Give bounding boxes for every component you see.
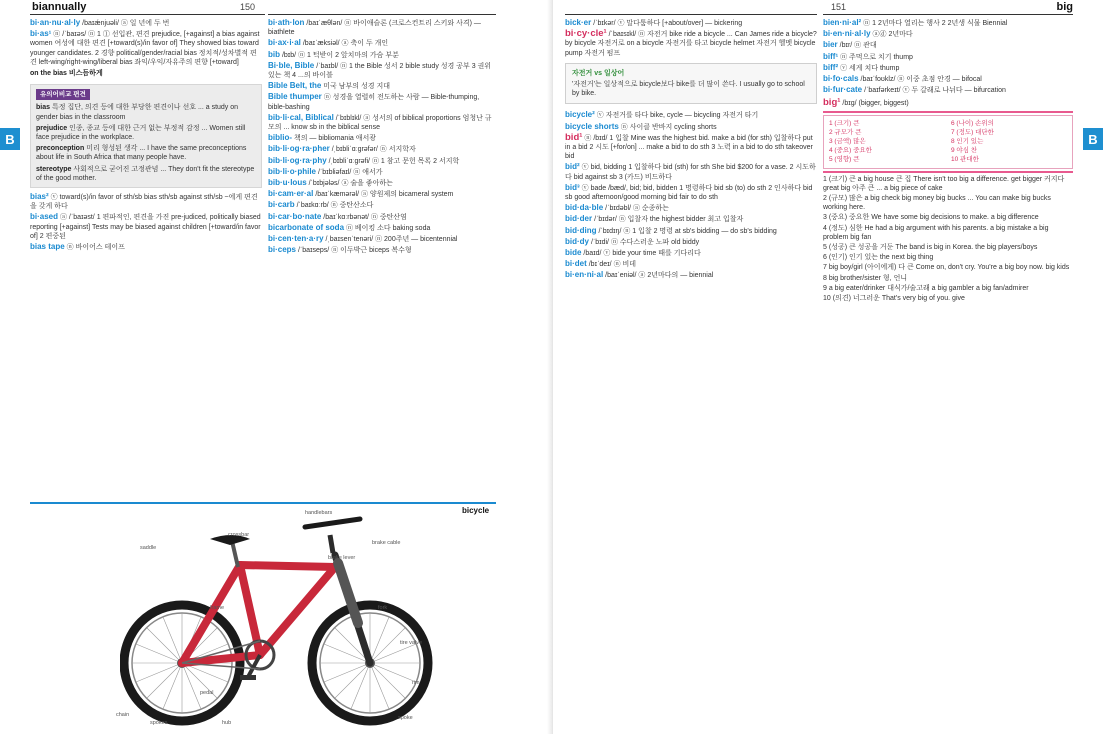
callout-handlebars: handlebars bbox=[305, 510, 333, 516]
headword: bier bbox=[823, 40, 838, 50]
usage-note-text: '자전거'는 일상적으로 bicycle보다 bike를 더 많이 쓴다. I usually go to school by bike. bbox=[572, 81, 805, 98]
big-headword: big¹ bbox=[823, 97, 841, 109]
right-running-head bbox=[1023, 0, 1073, 14]
entry bbox=[268, 156, 496, 166]
callout-rim: rim bbox=[412, 680, 420, 686]
right-tab-letter: B bbox=[1088, 131, 1098, 147]
big-entry-head bbox=[823, 98, 1073, 108]
entry-text: /ˈbɪdəbl/ ⓐ 순종하는 bbox=[605, 205, 669, 213]
headword: bicycle shorts bbox=[565, 121, 619, 131]
entry bbox=[268, 189, 496, 199]
headword: biff¹ bbox=[823, 51, 839, 61]
headword: bi·cen·ten·a·ry bbox=[268, 234, 324, 244]
entry-text: /baɪˈkæmərəl/ ⓐ 양원제의 bicameral system bbox=[315, 191, 454, 199]
left-tab-letter: B bbox=[5, 131, 15, 147]
note-text: 특정 집단, 의견 등에 대한 부당한 편견이나 선호 ... a study on gender bias in the classroom bbox=[36, 104, 239, 121]
callout-tire-valve: tire valve bbox=[400, 640, 423, 646]
entry bbox=[823, 40, 1073, 50]
usage-note-box bbox=[30, 84, 262, 188]
entry bbox=[268, 113, 496, 132]
headword: bid·der bbox=[565, 214, 593, 224]
headword: bi·ased bbox=[30, 212, 59, 222]
entry-text: ⓐ /ˈbaɪəst/ 1 편파적인, 편견을 가진 pre-judiced, politically biased reporting [+against] Tests may be biased against children [+toward/in favor of] 2 편중된 bbox=[30, 214, 261, 240]
entry-text: /ˈbɪdər/ ⓝ 입찰자 the highest bidder 최고 입찰자 bbox=[594, 216, 744, 224]
headword: bid·da·ble bbox=[565, 203, 604, 213]
entry-text: ⓥ toward(s)/in favor of sth/sb bias sth/sb against sth/sb ~에게 편견을 갖게 하다 bbox=[30, 194, 258, 211]
headword: bi·cy·cle¹ bbox=[565, 28, 607, 40]
entry bbox=[565, 18, 817, 28]
right-page-number-wrap bbox=[831, 0, 871, 14]
headword: bien·ni·al² bbox=[823, 18, 862, 27]
left-page-number: 150 bbox=[240, 2, 256, 12]
usage-note-title: 자전거 vs 일상어 bbox=[572, 69, 625, 77]
entry bbox=[268, 234, 496, 244]
entry-text: /ˌbɪbliˈɑːgrəfi/ ⓝ 1 참고 문헌 목록 2 서지학 bbox=[328, 157, 460, 165]
entry-text: ⓥ 자전거를 타다 bike, cycle — bicycling 자전거 타기 bbox=[596, 112, 759, 120]
entry bbox=[565, 122, 817, 132]
right-letter-tab[interactable] bbox=[1083, 128, 1103, 150]
left-letter-tab[interactable] bbox=[0, 128, 20, 150]
entry-text: /ˈbaɪbl/ ⓝ 1 the Bible 성서 2 bible study 성경 공부 3 권위 있는 책 4 ...의 바이블 bbox=[268, 62, 492, 80]
callout-fork: fork bbox=[378, 605, 388, 611]
sense-index-item: 2 규모가 큰 bbox=[829, 128, 862, 136]
sense-index-item: 8 인기 있는 bbox=[951, 138, 984, 146]
left-header-rule-2 bbox=[268, 14, 496, 15]
entry-text: ⓐⓓ 2년마다 bbox=[872, 31, 913, 39]
sense-text: 9 a big eater/drinker 대식가/술고래 a big gambler a big fan/admirer bbox=[823, 284, 1029, 292]
usage-note-box bbox=[565, 63, 817, 105]
headword: bib·li·og·ra·pher bbox=[268, 144, 330, 154]
entry-text: /ˈbɪblɪkl/ ⓐ 성서의 of biblical proportions 엄청난 규모의 ... know sb in the biblical sense bbox=[268, 114, 492, 132]
entry-text: /ˈbɪdɪŋ/ ⓝ 1 입찰 2 명령 at sb's bidding — do sb's bidding bbox=[598, 227, 777, 235]
entry bbox=[268, 61, 496, 80]
entry bbox=[565, 133, 817, 162]
sense-index-item: 3 (금액) 많은 bbox=[829, 138, 866, 146]
headword: bicarbonate of soda bbox=[268, 222, 345, 232]
entry-text: /ˈbaɪfərkeɪt/ ⓥ 두 갈래로 나뉘다 — bifurcation bbox=[864, 87, 1006, 95]
sense bbox=[823, 263, 1073, 272]
callout-spoke: spoke bbox=[398, 715, 413, 721]
note-text: 사회적으로 굳어진 고정관념 ... They don't fit the stereotype of the good mother. bbox=[36, 165, 255, 182]
right-header-rule-2 bbox=[823, 14, 1073, 15]
sense-index-item: 10 관대한 bbox=[951, 156, 979, 164]
entry bbox=[30, 18, 262, 28]
left-page-number-wrap bbox=[240, 0, 260, 14]
entry bbox=[823, 85, 1073, 95]
headword: bib·li·o·phile bbox=[268, 166, 316, 176]
entry bbox=[268, 167, 496, 177]
entry-text: /baɪˈfoʊklz/ ⓝ 이중 초점 안경 — bifocal bbox=[860, 76, 982, 84]
usage-note-item bbox=[36, 103, 256, 121]
entry bbox=[565, 259, 817, 269]
entry bbox=[823, 74, 1073, 84]
entry-text: /bɪˈdeɪ/ ⓝ 비데 bbox=[588, 261, 637, 269]
entry-text: ⓝ 주먹으로 치기 thump bbox=[840, 53, 913, 61]
figure-label: bicycle bbox=[462, 506, 490, 515]
entry-text: /ˈbɪbliəfaɪl/ ⓝ 애서가 bbox=[317, 168, 383, 176]
entry-text: /ˈbaɪseps/ ⓝ 이두박근 biceps 복수형 bbox=[297, 247, 412, 255]
entry bbox=[268, 133, 496, 143]
headword: Bible thumper bbox=[268, 92, 322, 102]
headword: bi·en·ni·al bbox=[565, 270, 604, 280]
entry bbox=[565, 270, 817, 280]
big-pronunciation: /bɪɡ/ (bigger, biggest) bbox=[842, 100, 909, 108]
entry bbox=[823, 18, 1073, 28]
right-column-2 bbox=[823, 18, 1073, 734]
entry-text: ⓝ 1 2년마다 열리는 행사 2 2년생 식물 Biennial bbox=[863, 20, 1008, 27]
entry-text: /ˌbɪbliˈɑːgrəfər/ ⓝ 서지학자 bbox=[331, 146, 416, 154]
headword: biblio- bbox=[268, 133, 292, 143]
headword: bi·det bbox=[565, 259, 587, 269]
entry bbox=[268, 18, 496, 37]
callout-crossbar: crossbar bbox=[228, 532, 250, 538]
note-word: bias bbox=[36, 104, 51, 112]
callout-spokes: spokes bbox=[150, 720, 168, 726]
entry bbox=[30, 212, 262, 241]
entry-text: ⓝ 성경을 열렬히 전도하는 사람 — Bible-thumping, bible-bashing bbox=[268, 94, 480, 111]
entry-text: /baɪǽnjuəli/ ⓐ 일 년에 두 번 bbox=[82, 20, 170, 27]
sense-index-item: 9 야심 찬 bbox=[951, 147, 978, 155]
entry bbox=[823, 29, 1073, 39]
entry-text: /ˈbaɪsɪkl/ ⓝ 자전거 bike ride a bicycle ... Can James ride a bicycle? by bicycle 자전거로 on a bicycle 자전거를 타고 bicycle helmet 자전거 헬멧 bicycle pump 자전거 펌프 bbox=[565, 31, 817, 57]
right-column-1 bbox=[565, 18, 817, 734]
headword: bi·fo·cals bbox=[823, 74, 859, 84]
pink-rule-top bbox=[823, 111, 1073, 113]
entry-text: ⓥ bade /bæd/, bid; bid, bidden 1 명령하다 bid sb (to) do sth 2 인사하다 bid sb good afternoon/good morning bid fair to do sth bbox=[565, 184, 813, 202]
headword: bid·ding bbox=[565, 225, 597, 235]
entry-text: /bɪb/ ⓝ 1 턱받이 2 앞치마의 가슴 부분 bbox=[281, 51, 399, 59]
note-word: preconception bbox=[36, 145, 85, 153]
sense-text: 6 (인기) 인기 있는 the next big thing bbox=[823, 254, 934, 262]
sense-index-box bbox=[823, 115, 1073, 169]
sense-text: 4 (정도) 심한 He had a big argument with his parents. a big mistake a big problem big fan bbox=[823, 224, 1049, 241]
entry-text: /baɪˈæksiəl/ ⓐ 축이 두 개인 bbox=[302, 40, 389, 48]
headword: Bi·ble, Bible bbox=[268, 60, 315, 70]
sense bbox=[823, 194, 1073, 212]
entry-text: /baɪd/ ⓥ bide your time 때를 기다리다 bbox=[583, 250, 701, 258]
callout-saddle: saddle bbox=[140, 545, 157, 551]
entry-text: /ˈbaɪkɑːrb/ ⓝ 중탄산소다 bbox=[296, 202, 374, 210]
sense bbox=[823, 243, 1073, 252]
note-word: stereotype bbox=[36, 165, 72, 173]
headword: bi·ath·lon bbox=[268, 18, 305, 27]
bicycle-illustration bbox=[120, 505, 450, 734]
usage-note-title: 유의어비교 편견 bbox=[36, 89, 90, 100]
sense-text: 3 (중요) 중요한 We have some big decisions to make. a big difference bbox=[823, 214, 1039, 222]
headword: bib·li·og·ra·phy bbox=[268, 155, 327, 165]
sense-text: 7 big boy/girl (아이에게) 다 큰 Come on, don't cry. You're a big boy now. big kids bbox=[823, 264, 1070, 272]
entry-text: ⓝ /ˈbaɪəs/ ⓝ 1 ① 선입관, 편견 prejudice, [+against] a bias against women 여성에 대한 편견 [+toward(s)/in favor of] They showed bias toward younger candidates. 2 경향 political/gender/racial bias 정치적/성차별적 편견 left-wing/right-wing/liberal bias 좌익/우익/자유주의 편향 [+toward] bbox=[30, 31, 260, 66]
left-running-head bbox=[32, 0, 262, 14]
headword: bib bbox=[268, 49, 280, 59]
entry bbox=[823, 63, 1073, 73]
sense-index-item: 6 (나이) 손위의 bbox=[951, 119, 994, 127]
pink-rule-bottom bbox=[823, 171, 1073, 173]
headword: bias² bbox=[30, 192, 49, 202]
entry-text: ⓝ 사이클 반바지 cycling shorts bbox=[620, 123, 717, 131]
callout-frame: frame bbox=[210, 605, 225, 611]
entry-text: /ˈbɪdi/ ⓝ 수다스러운 노파 old biddy bbox=[590, 238, 700, 246]
headword: bicycle² bbox=[565, 110, 595, 120]
entry-text: /ˌbaɪsenˈtenəri/ ⓝ 200주년 — bicentennial bbox=[325, 236, 458, 244]
left-page bbox=[0, 0, 553, 734]
entry bbox=[565, 203, 817, 213]
left-column-2 bbox=[268, 18, 496, 498]
sense-index-item: 1 (크기) 큰 bbox=[829, 119, 860, 127]
entry-text: ⓥ 세게 치다 thump bbox=[840, 64, 900, 72]
right-page-number: 151 bbox=[831, 2, 847, 12]
sense bbox=[823, 175, 1073, 193]
sense-text: 5 (성공) 큰 성공을 거둔 The band is big in Korea. the big players/boys bbox=[823, 244, 1038, 252]
usage-note-item bbox=[36, 144, 256, 162]
entry-text: ⓥ bid, bidding 1 입찰하다 bid (sth) for sth She bid $200 for a vase. 2 시도하다 bid against sb 3 (카드) 비드하다 bbox=[565, 164, 816, 181]
headword: bib·li·cal, Biblical bbox=[268, 112, 334, 122]
entry bbox=[30, 242, 262, 252]
usage-note-item bbox=[36, 165, 256, 183]
headword: bias tape bbox=[30, 242, 65, 252]
sense-index-item: 5 (영향) 큰 bbox=[829, 156, 860, 164]
sense bbox=[823, 284, 1073, 293]
figure-rule bbox=[30, 502, 496, 504]
entry bbox=[30, 68, 262, 78]
entry bbox=[565, 183, 817, 202]
headword: bi·an·nu·al·ly bbox=[30, 18, 81, 27]
callout-pedal: pedal bbox=[200, 690, 214, 696]
headword: bi·ceps bbox=[268, 245, 297, 255]
entry-text: /baɪˈkɑːrbənət/ ⓝ 중탄산염 bbox=[323, 213, 407, 221]
entry-text: /ˈbɪkər/ ⓥ 말다툼하다 [+about/over] — bickering bbox=[593, 20, 743, 27]
note-text: 미리 형성된 생각 ... I have the same preconceptions about life in South Africa that many people have. bbox=[36, 145, 247, 162]
entry bbox=[268, 223, 496, 233]
entry-text: /ˈbɪbjələs/ ⓐ 술을 좋아하는 bbox=[308, 180, 393, 188]
sense-text: 1 (크기) 큰 a big house 큰 집 There isn't too big a difference. get bigger 커지다 great big 아주 큰 ... a big piece of cake bbox=[823, 175, 1065, 192]
entry bbox=[30, 192, 262, 211]
entry bbox=[823, 52, 1073, 62]
headword: bi·as¹ bbox=[30, 29, 52, 39]
headword: bi·ax·i·al bbox=[268, 38, 301, 48]
left-column-1 bbox=[30, 18, 262, 498]
sense bbox=[823, 294, 1073, 303]
entry-text: ⓝ /bɪd/ 1 입찰 Mine was the highest bid. make a bid (for sth) 입찰하다 put in a bid 2 시도 [+for/on] ... make a bid to do sth 3 노력 in a bid to do sth takeover bid bbox=[565, 134, 813, 161]
entry bbox=[268, 144, 496, 154]
note-word: prejudice bbox=[36, 124, 68, 132]
entry bbox=[565, 226, 817, 236]
usage-note-item bbox=[36, 124, 256, 142]
sense-index-item: 4 (중요) 중요한 bbox=[829, 147, 872, 155]
entry bbox=[565, 214, 817, 224]
headword: Bible Belt, the bbox=[268, 81, 322, 91]
headword: bib·u·lous bbox=[268, 178, 307, 188]
entry bbox=[565, 162, 817, 181]
entry bbox=[268, 178, 496, 188]
entry bbox=[565, 237, 817, 247]
entry-text: /baɪˈeniəl/ ⓐ 2년마다의 — biennial bbox=[605, 272, 714, 280]
sense-text: 8 big brother/sister 형, 언니 bbox=[823, 274, 908, 282]
entry-text: on the bias 비스듬하게 bbox=[30, 70, 103, 78]
note-text: 인종, 종교 등에 대한 근거 없는 부정적 감정 ... Women still face prejudice in the workplace. bbox=[36, 124, 246, 142]
headword: bi·fur·cate bbox=[823, 85, 863, 95]
entry bbox=[268, 50, 496, 60]
entry-text: /baɪˈæθlən/ ⓝ 바이애슬론 (크로스컨트리 스키와 사격) — biathlete bbox=[268, 20, 481, 37]
headword: bi·cam·er·al bbox=[268, 189, 314, 199]
headword: biff² bbox=[823, 62, 839, 72]
entry bbox=[268, 38, 496, 48]
entry bbox=[565, 29, 817, 58]
headword: bick·er bbox=[565, 18, 592, 27]
right-header-word: big bbox=[1056, 1, 1073, 13]
callout-brake-cable: brake cable bbox=[372, 540, 401, 546]
entry bbox=[268, 81, 496, 91]
callout-brake-lever: brake lever bbox=[328, 555, 356, 561]
entry-text: ⓝ 베이킹 소다 baking soda bbox=[345, 224, 431, 232]
callout-chain: chain bbox=[116, 712, 130, 718]
headword: bid·dy bbox=[565, 236, 589, 246]
left-header-word: biannually bbox=[32, 1, 87, 13]
sense bbox=[823, 274, 1073, 283]
headword: bi·carb bbox=[268, 200, 295, 210]
entry bbox=[565, 248, 817, 258]
headword: bid² bbox=[565, 162, 580, 172]
right-header-rule bbox=[565, 14, 817, 15]
sense-text: 2 (규모) 많은 a big check big money big bucks ... You can make big bucks working here. bbox=[823, 195, 1051, 212]
callout-hub: hub bbox=[222, 720, 232, 726]
sense bbox=[823, 224, 1073, 242]
sense bbox=[823, 253, 1073, 262]
entry bbox=[268, 92, 496, 111]
entry bbox=[268, 200, 496, 210]
sense bbox=[823, 213, 1073, 222]
entry-text: 책의 — bibliomania 애서광 bbox=[293, 135, 377, 143]
headword: bi·car·bo·nate bbox=[268, 211, 322, 221]
headword: bid³ bbox=[565, 182, 580, 192]
entry-text: /bɪr/ ⓝ 관대 bbox=[839, 42, 877, 50]
left-header-rule bbox=[30, 14, 265, 15]
entry bbox=[30, 29, 262, 67]
entry-text: ⓝ 바이어스 테이프 bbox=[66, 244, 125, 252]
entry bbox=[565, 110, 817, 120]
sense-text: 10 (의견) 너그러운 That's very big of you. give bbox=[823, 295, 965, 303]
right-page bbox=[553, 0, 1107, 734]
headword: bide bbox=[565, 248, 582, 258]
entry-text: 미국 남부의 성경 지대 bbox=[323, 83, 390, 91]
entry bbox=[268, 212, 496, 222]
headword: bi·en·ni·al·ly bbox=[823, 29, 871, 39]
headword: bid¹ bbox=[565, 131, 583, 143]
sense-index-item: 7 (정도) 대단한 bbox=[951, 128, 994, 136]
entry bbox=[268, 245, 496, 255]
